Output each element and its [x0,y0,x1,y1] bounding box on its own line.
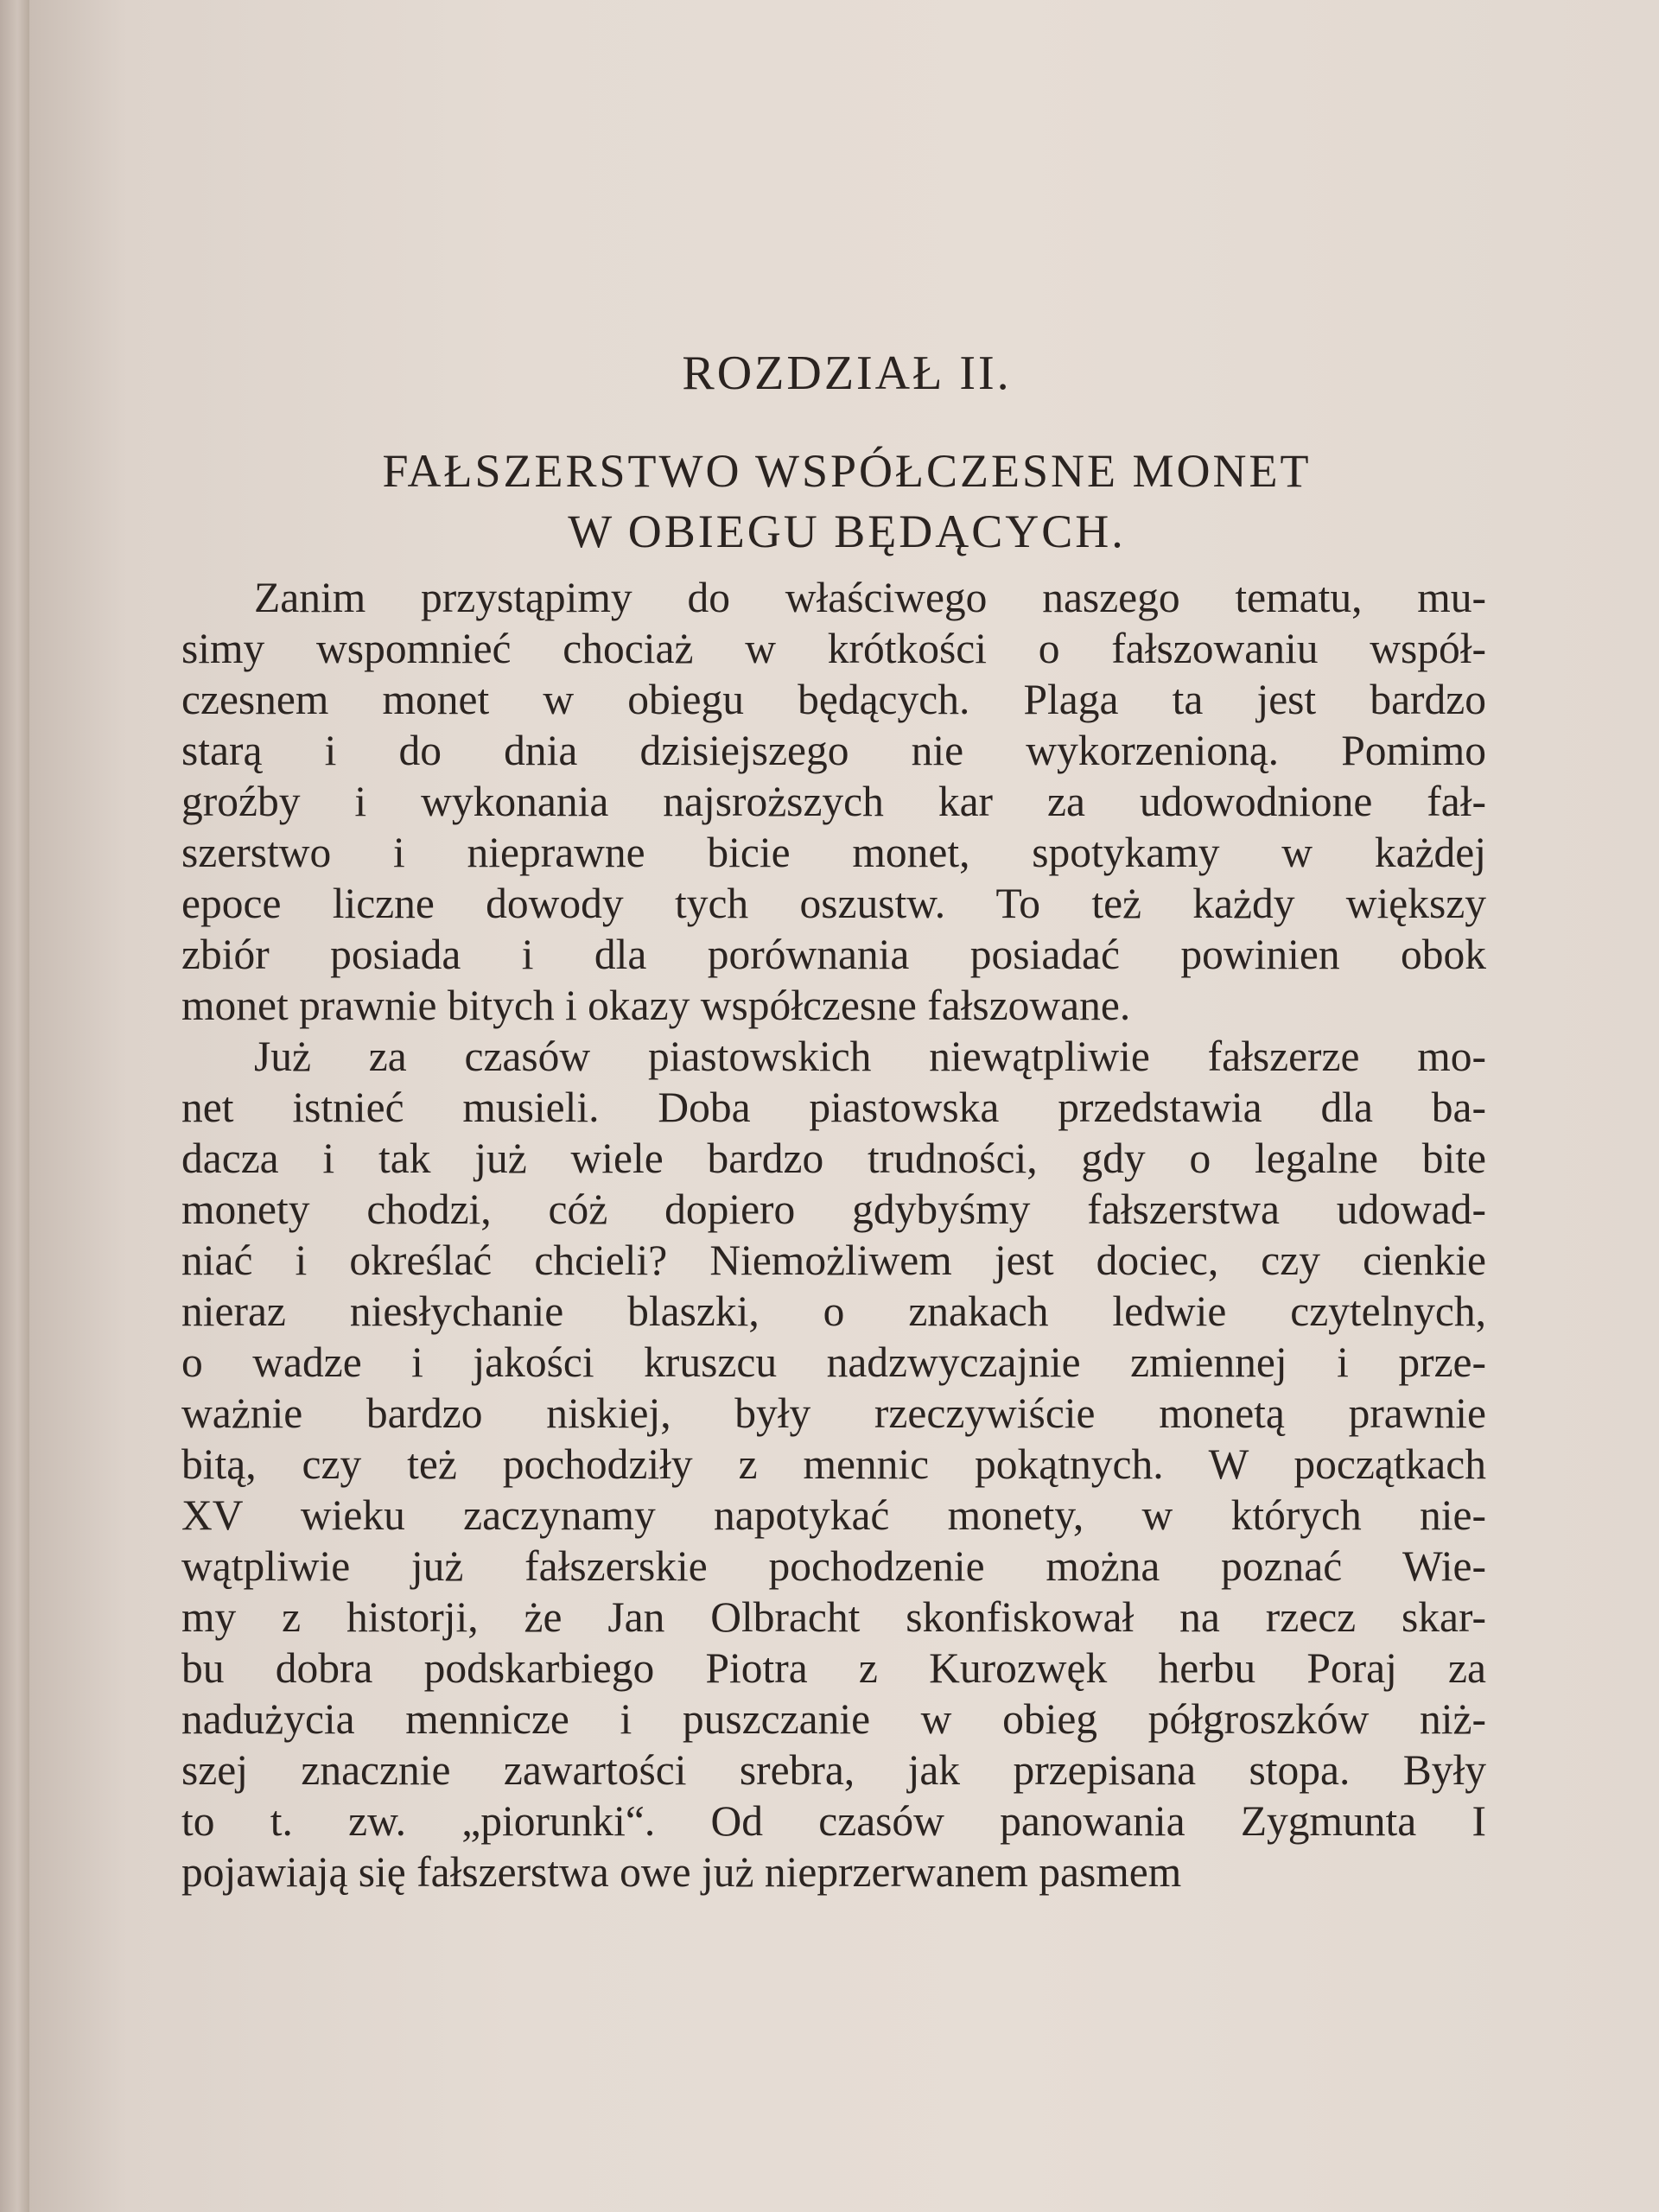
chapter-heading: ROZDZIAŁ II. [682,346,1012,400]
body-text [181,572,1486,1897]
text-line: starą i do dnia dzisiejszego nie wykorzenioną. Pomimo [181,727,1486,774]
paragraph-2 [181,1031,1486,1897]
chapter-title [112,441,1581,562]
chapter-title-line-1: FAŁSZERSTWO WSPÓŁCZESNE MONET [382,445,1312,497]
text-line: dacza i tak już wiele bardzo trudności, gdy o legalne bite [181,1135,1486,1182]
text-line: czesnem monet w obiegu będących. Plaga ta jest bardzo [181,676,1486,723]
text-line: pojawiają się fałszerstwa owe już nieprzerwanem pasmem [181,1848,1182,1896]
text-line: XV wieku zaczynamy napotykać monety, w których nie- [181,1491,1486,1539]
text-line: bu dobra podskarbiego Piotra z Kurozwęk herbu Poraj za [181,1644,1486,1692]
text-line: to t. zw. „piorunki“. Od czasów panowania Zygmunta I [181,1797,1486,1845]
text-line: szerstwo i nieprawne bicie monet, spotykamy w każdej [181,829,1486,876]
text-line: epoce liczne dowody tych oszustw. To też każdy większy [181,880,1486,927]
text-line: o wadze i jakości kruszcu nadzwyczajnie zmiennej i prze- [181,1338,1486,1386]
text-line: nadużycia mennicze i puszczanie w obieg półgroszków niż- [181,1695,1486,1743]
text-line: zbiór posiada i dla porównania posiadać powinien obok [181,931,1486,978]
text-line: my z historji, że Jan Olbracht skonfiskował na rzecz skar- [181,1593,1486,1641]
text-line: Zanim przystąpimy do właściwego naszego tematu, mu- [254,574,1486,621]
book-gutter [0,0,29,2212]
text-line: ważnie bardzo niskiej, były rzeczywiście monetą prawnie [181,1389,1486,1437]
text-line: monet prawnie bitych i okazy współczesne fałszowane. [181,982,1131,1029]
text-line: nieraz niesłychanie blaszki, o znakach ledwie czytelnych, [181,1287,1486,1335]
chapter-title-line-2: W OBIEGU BĘDĄCYCH. [568,505,1126,557]
text-line: wątpliwie już fałszerskie pochodzenie można poznać Wie- [181,1542,1486,1590]
text-line: Już za czasów piastowskich niewątpliwie fałszerze mo- [254,1033,1486,1080]
text-line: szej znacznie zawartości srebra, jak przepisana stopa. Były [181,1746,1486,1794]
text-line: net istnieć musieli. Doba piastowska przedstawia dla ba- [181,1084,1486,1131]
text-line: groźby i wykonania najsroższych kar za udowodnione fał- [181,778,1486,825]
text-line: bitą, czy też pochodziły z mennic pokątnych. W początkach [181,1440,1486,1488]
text-line: simy wspomnieć chociaż w krótkości o fałszowaniu współ- [181,625,1486,672]
adjacent-page-text-fragment [0,17,7,79]
text-line: niać i określać chcieli? Niemożliwem jest dociec, czy cienkie [181,1236,1486,1284]
paragraph-1 [181,572,1486,1031]
text-line: monety chodzi, cóż dopiero gdybyśmy fałszerstwa udowad- [181,1185,1486,1233]
